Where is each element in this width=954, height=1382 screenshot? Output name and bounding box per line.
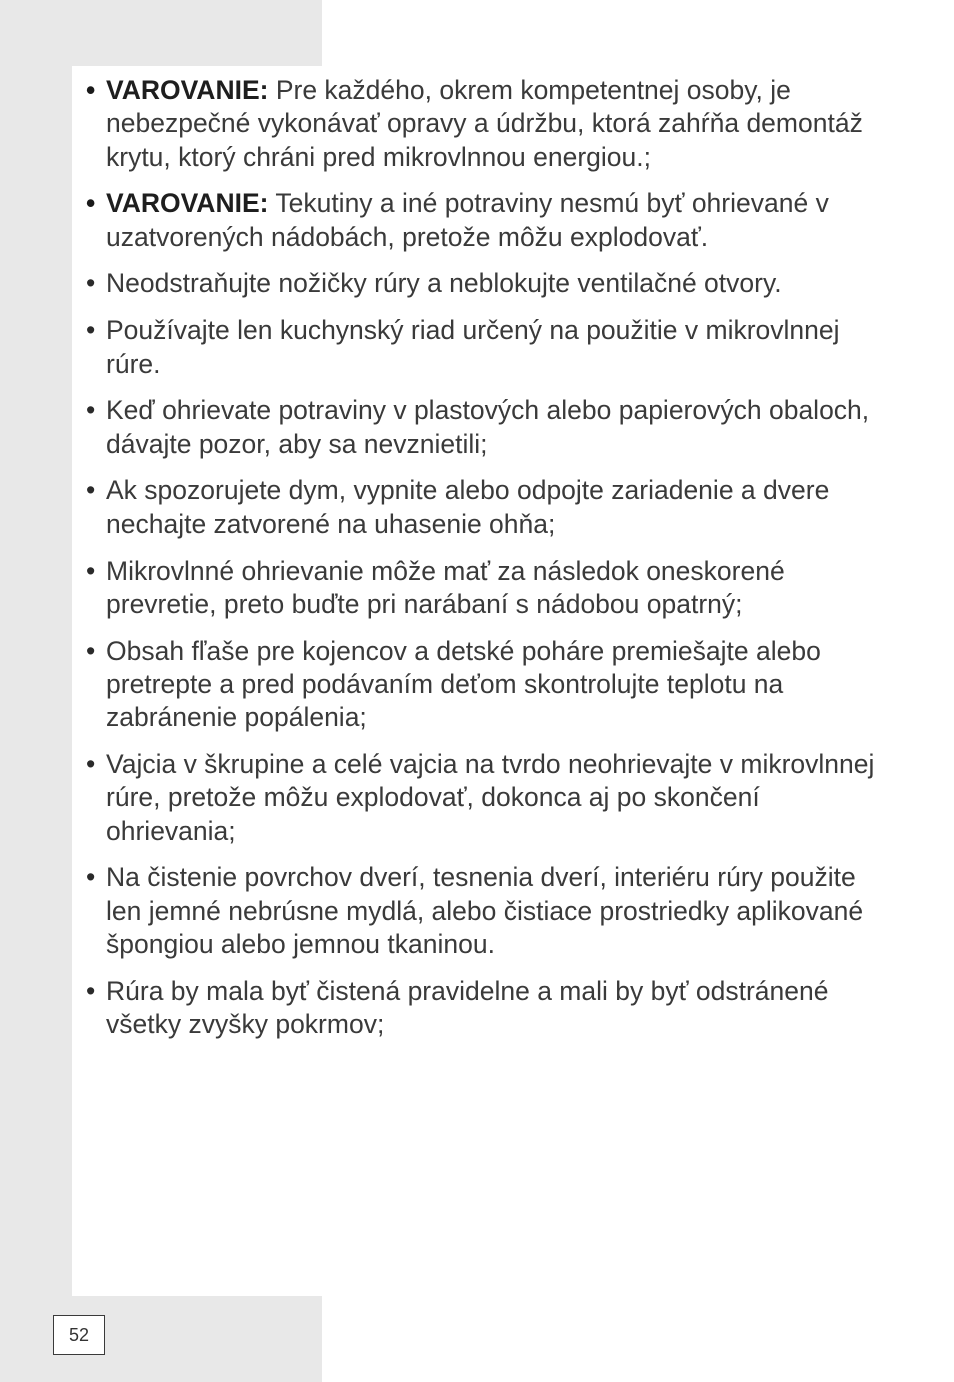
bullet-icon: • [86, 395, 96, 426]
list-item [86, 555, 876, 622]
list-item [86, 635, 876, 735]
item-text: Vajcia v škrupine a celé vajcia na tvrdo neohrievajte v mikrovlnnej rúre, pretože môžu explodovať, dokonca aj po skončení ohrievania; [106, 749, 875, 846]
bullet-icon: • [86, 268, 96, 299]
bullet-icon: • [86, 555, 96, 586]
item-text: Keď ohrievate potraviny v plastových alebo papierových obaloch, dávajte pozor, aby sa nevznietili; [106, 395, 870, 459]
item-text: Ak spozorujete dym, vypnite alebo odpojte zariadenie a dvere nechajte zatvorené na uhasenie ohňa; [106, 475, 830, 539]
item-text: Neodstraňujte nožičky rúry a neblokujte ventilačné otvory. [106, 268, 782, 299]
item-text: Rúra by mala byť čistená pravidelne a mali by byť odstránené všetky zvyšky pokrmov; [106, 975, 829, 1040]
warning-label: VAROVANIE: [106, 188, 269, 219]
list-item [86, 187, 876, 254]
list-item [86, 474, 876, 541]
page-number: 52 [53, 1315, 105, 1355]
item-text: Pre každého, okrem kompetentnej osoby, je nebezpečné vykonávať opravy a údržbu, ktorá zahŕňa demontáž krytu, ktorý chráni pred mikrovlnnou energiou.; [106, 75, 863, 172]
bullet-icon: • [86, 475, 96, 506]
warning-label: VAROVANIE: [106, 75, 269, 105]
bullet-icon: • [86, 749, 96, 780]
item-text: Mikrovlnné ohrievanie môže mať za následok oneskorené prevretie, preto buďte pri narábaní s nádobou opatrný; [106, 555, 785, 619]
list-item [86, 74, 876, 174]
bullet-icon: • [86, 975, 96, 1006]
item-text: Používajte len kuchynský riad určený na použitie v mikrovlnnej rúre. [106, 315, 840, 379]
list-item [86, 861, 876, 961]
bullet-icon: • [86, 75, 96, 105]
list-item [86, 748, 876, 848]
safety-warnings-list [86, 74, 876, 1055]
bullet-icon: • [86, 315, 96, 346]
list-item [86, 394, 876, 461]
bullet-icon: • [86, 862, 96, 893]
list-item [86, 975, 876, 1042]
list-item [86, 267, 876, 300]
bullet-icon: • [86, 188, 96, 219]
item-text: Tekutiny a iné potraviny nesmú byť ohrievané v uzatvorených nádobách, pretože môžu explodovať. [106, 188, 829, 252]
item-text: Obsah fľaše pre kojencov a detské poháre premiešajte alebo pretrepte a pred podávaním deťom skontrolujte teplotu na zabránenie popálenia; [106, 635, 821, 733]
bullet-icon: • [86, 635, 96, 666]
list-item [86, 314, 876, 381]
item-text: Na čistenie povrchov dverí, tesnenia dverí, interiéru rúry použite len jemné nebrúsne mydlá, alebo čistiace prostriedky aplikované špongiou alebo jemnou tkaninou. [106, 862, 864, 960]
